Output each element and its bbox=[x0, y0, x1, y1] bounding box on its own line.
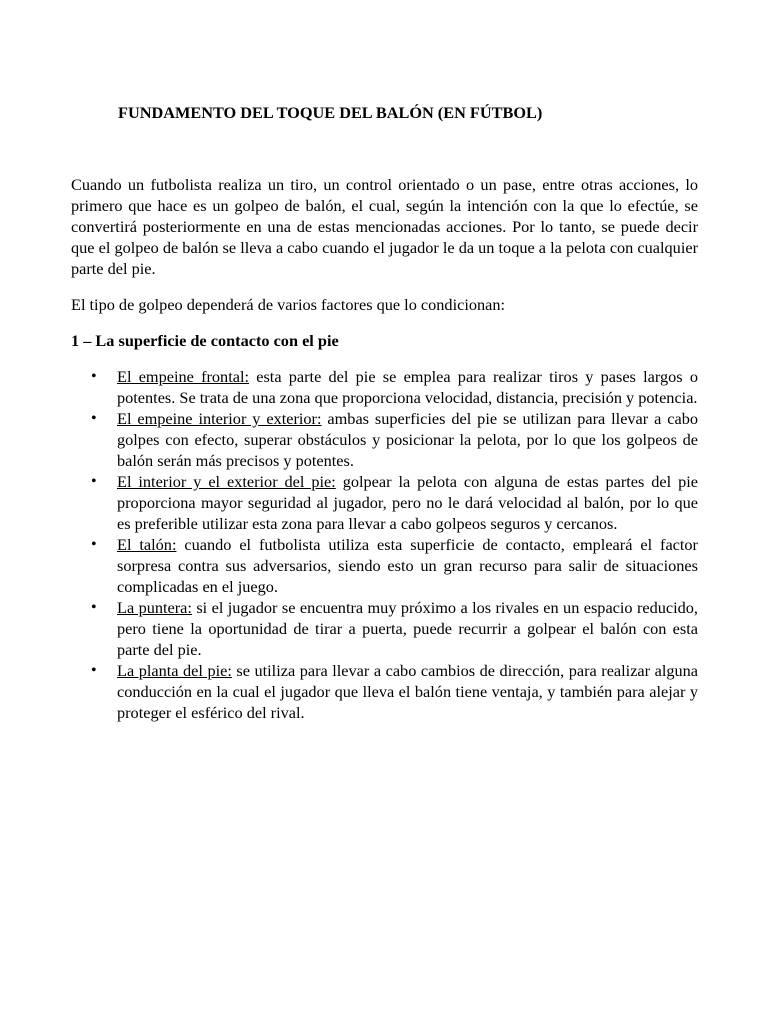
bullet-icon: • bbox=[91, 473, 97, 490]
item-term: El empeine frontal: bbox=[117, 367, 249, 386]
list-item bbox=[71, 471, 698, 534]
item-text: si el jugador se encuentra muy próximo a los rivales en un espacio reducido, pero tiene la oportunidad de tirar a puerta, puede recurrir a golpear el balón con esta parte del pie. bbox=[117, 598, 698, 659]
item-term: La planta del pie: bbox=[117, 661, 232, 680]
intro-paragraph: Cuando un futbolista realiza un tiro, un control orientado o un pase, entre otras acciones, lo primero que hace es un golpeo de balón, el cual, según la intención con la que lo efectúe, se convertirá posteriormente en una de estas mencionadas acciones. Por lo tanto, se puede decir que el golpeo de balón se lleva a cabo cuando el jugador le da un toque a la pelota con cualquier parte del pie. bbox=[71, 175, 698, 278]
contact-surface-list bbox=[71, 366, 698, 723]
item-text: esta parte del pie se emplea para realizar tiros y pases largos o potentes. Se trata de una zona que proporciona velocidad, distancia, precisión y potencia. bbox=[117, 367, 698, 407]
list-item bbox=[71, 534, 698, 597]
factors-paragraph: El tipo de golpeo dependerá de varios factores que lo condicionan: bbox=[71, 295, 506, 314]
document-page bbox=[71, 102, 698, 723]
list-item bbox=[71, 366, 698, 408]
bullet-icon: • bbox=[91, 368, 97, 385]
item-text: cuando el futbolista utiliza esta superficie de contacto, empleará el factor sorpresa contra sus adversarios, siendo esto un gran recurso para salir de situaciones complicadas en el juego. bbox=[117, 535, 698, 596]
bullet-icon: • bbox=[91, 662, 97, 679]
bullet-icon: • bbox=[91, 599, 97, 616]
list-item bbox=[71, 597, 698, 660]
item-text: se utiliza para llevar a cabo cambios de dirección, para realizar alguna conducción en la cual el jugador que lleva el balón tiene ventaja, y también para alejar y proteger el esférico del rival. bbox=[117, 661, 699, 722]
document-title: FUNDAMENTO DEL TOQUE DEL BALÓN (EN FÚTBOL) bbox=[118, 103, 543, 122]
bullet-icon: • bbox=[91, 536, 97, 553]
item-term: El talón: bbox=[117, 535, 177, 554]
list-item bbox=[71, 660, 698, 723]
item-term: El empeine interior y exterior: bbox=[117, 409, 322, 428]
item-term: La puntera: bbox=[117, 598, 192, 617]
bullet-icon: • bbox=[91, 410, 97, 427]
list-item bbox=[71, 408, 698, 471]
section-heading: 1 – La superficie de contacto con el pie bbox=[71, 331, 339, 350]
item-text: golpear la pelota con alguna de estas partes del pie proporciona mayor seguridad al jugador, pero no le dará velocidad al balón, por lo que es preferible utilizar esta zona para llevar a cabo golpeos seguros y cercanos. bbox=[117, 472, 698, 533]
item-text: ambas superficies del pie se utilizan para llevar a cabo golpes con efecto, superar obstáculos y posicionar la pelota, por lo que los golpeos de balón serán más precisos y potentes. bbox=[117, 409, 698, 470]
item-term: El interior y el exterior del pie: bbox=[117, 472, 336, 491]
